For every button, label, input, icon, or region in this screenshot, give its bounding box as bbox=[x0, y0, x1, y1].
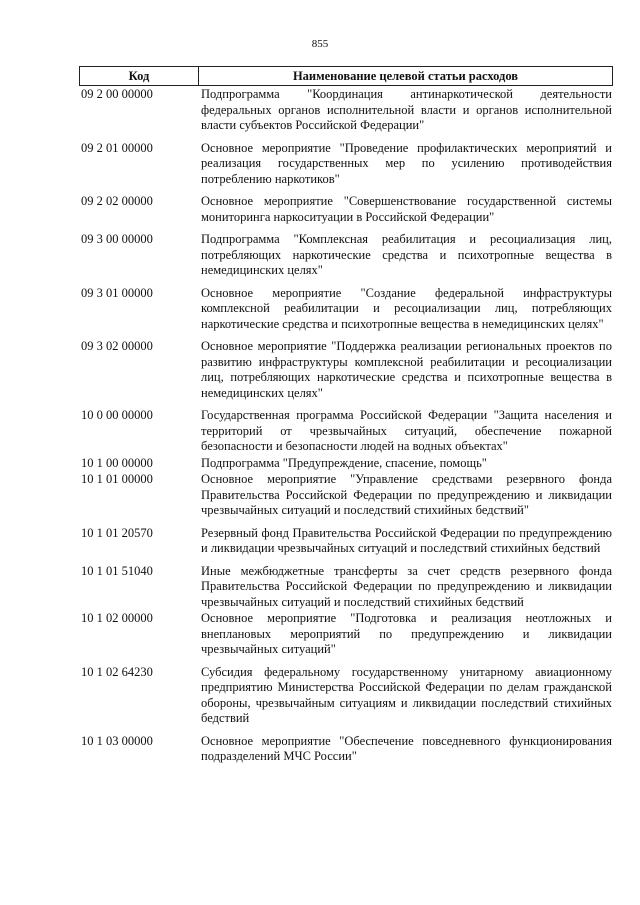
table-row bbox=[79, 141, 613, 188]
table-row bbox=[79, 611, 613, 658]
row-name: Государственная программа Российской Федерации "Защита населения и территорий от чрезвычайных ситуаций, обеспечение пожарной безопасности и безопасности людей на водных объектах" bbox=[201, 408, 612, 453]
row-name: Иные межбюджетные трансферты за счет средств резервного фонда Правительства Российской Федерации по предупреждению и ликвидации чрезвычайных ситуаций и последствий стихийных бедствий bbox=[201, 563, 612, 609]
row-code: 09 2 01 00000 bbox=[81, 140, 153, 155]
row-name: Резервный фонд Правительства Российской Федерации по предупреждению и ликвидации чрезвычайных ситуаций и последствий стихийных бедствий bbox=[201, 525, 612, 555]
row-code: 10 1 01 20570 bbox=[81, 525, 153, 540]
table-row bbox=[79, 526, 613, 557]
table-row bbox=[79, 564, 613, 611]
table-row bbox=[79, 87, 613, 134]
row-code: 10 1 01 00000 bbox=[81, 472, 153, 486]
row-name: Основное мероприятие "Совершенствование государственной системы мониторинга наркоситуации в Российской Федерации" bbox=[201, 194, 612, 224]
row-name: Основное мероприятие "Обеспечение повседневного функционирования подразделений МЧС России" bbox=[201, 733, 612, 763]
row-name: Основное мероприятие "Проведение профилактических мероприятий и реализация государственных мер по усилению противодействия потреблению наркотиков" bbox=[201, 140, 612, 186]
table-row bbox=[79, 339, 613, 401]
table-row bbox=[79, 232, 613, 279]
table-body bbox=[79, 87, 613, 765]
target-articles-table bbox=[79, 66, 613, 772]
row-code: 10 1 03 00000 bbox=[81, 733, 153, 748]
table-row bbox=[79, 734, 613, 765]
row-name: Подпрограмма "Предупреждение, спасение, помощь" bbox=[201, 455, 487, 470]
row-name: Основное мероприятие "Создание федеральной инфраструктуры комплексной реабилитации и ресоциализации лиц, потребляющих наркотические средства и психотропные вещества в немедицинских целях" bbox=[201, 285, 612, 331]
row-code: 09 3 02 00000 bbox=[81, 339, 153, 353]
table-row bbox=[79, 472, 613, 519]
table-row bbox=[79, 194, 613, 225]
row-code: 09 2 02 00000 bbox=[81, 194, 153, 208]
row-code: 10 1 02 00000 bbox=[81, 611, 153, 625]
column-header-code: Код bbox=[80, 67, 199, 85]
row-name: Основное мероприятие "Подготовка и реализация неотложных и внеплановых мероприятий по предупреждению и ликвидации чрезвычайных ситуаций" bbox=[201, 611, 612, 656]
row-name: Основное мероприятие "Поддержка реализации региональных проектов по развитию инфраструктуры комплексной реабилитации и ресоциализации лиц, потребляющих наркотические средства и психотропные вещества в немедицинских целях" bbox=[201, 339, 612, 400]
row-code: 09 3 01 00000 bbox=[81, 285, 153, 300]
row-name: Подпрограмма "Комплексная реабилитация и ресоциализация лиц, потребляющих наркотические средства и психотропные вещества в немедицинских целях" bbox=[201, 232, 612, 277]
row-name: Подпрограмма "Координация антинаркотической деятельности федеральных органов исполнительной власти и органов исполнительной власти субъектов Российской Федерации" bbox=[201, 87, 612, 132]
row-name: Субсидия федеральному государственному унитарному авиационному предприятию Министерства Российской Федерации по делам гражданской обороны, чрезвычайным ситуациям и ликвидации последствий стихийных бедствий bbox=[201, 664, 612, 725]
row-code: 10 1 01 51040 bbox=[81, 563, 153, 578]
row-code: 09 3 00 00000 bbox=[81, 232, 153, 246]
column-header-name: Наименование целевой статьи расходов bbox=[292, 69, 519, 83]
row-name: Основное мероприятие "Управление средствами резервного фонда Правительства Российской Федерации по предупреждению и ликвидации чрезвычайных ситуаций и последствий стихийных бедствий" bbox=[201, 472, 612, 517]
table-header bbox=[79, 66, 613, 86]
table-row bbox=[79, 286, 613, 333]
row-code: 10 1 00 00000 bbox=[81, 455, 153, 470]
row-code: 10 0 00 00000 bbox=[81, 408, 153, 422]
row-code: 10 1 02 64230 bbox=[81, 664, 153, 679]
page-number: 855 bbox=[311, 38, 329, 50]
table-row bbox=[79, 408, 613, 455]
row-code: 09 2 00 00000 bbox=[81, 87, 153, 101]
table-row bbox=[79, 665, 613, 727]
table-row bbox=[79, 456, 613, 472]
